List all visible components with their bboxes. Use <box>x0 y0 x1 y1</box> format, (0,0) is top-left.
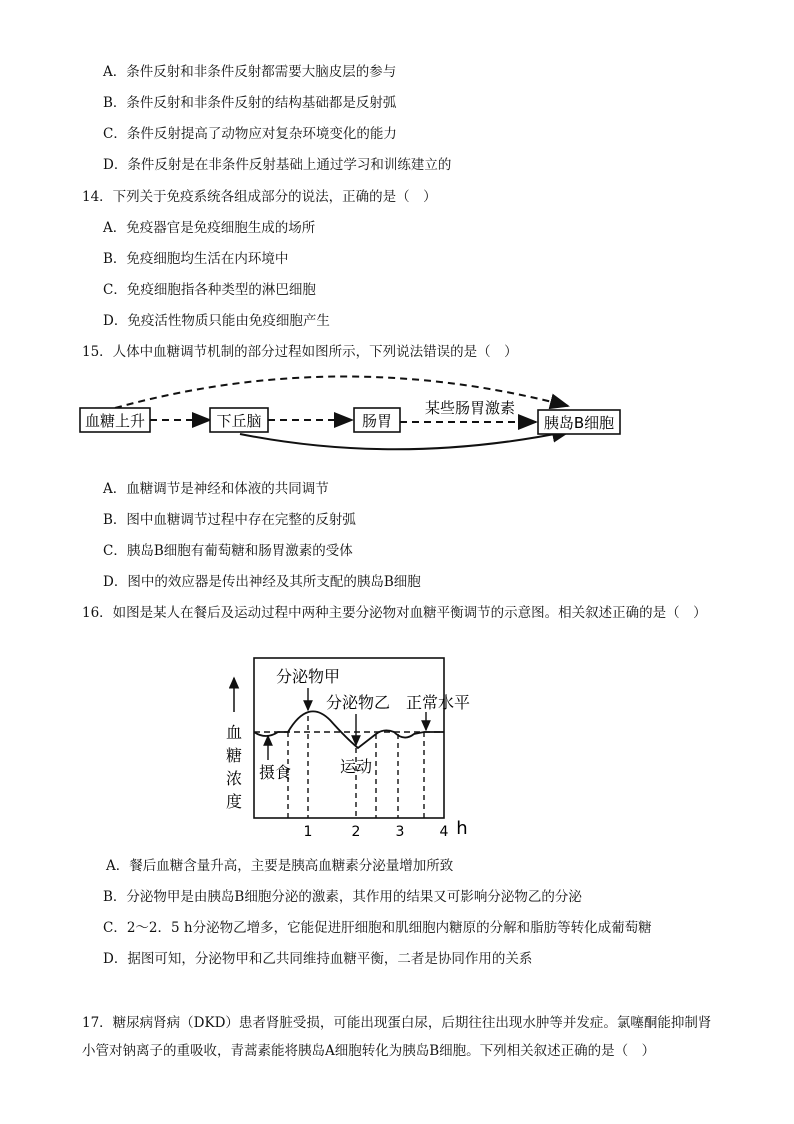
tick-1: 1 <box>303 824 313 840</box>
label-exercise: 运动 <box>339 757 373 776</box>
box-islet-b-cell: 胰岛B细胞 <box>543 414 615 432</box>
tick-4: 4 <box>439 824 449 840</box>
glucose-curve <box>254 711 444 748</box>
q16-option-a: A．餐后血糖含量升高，主要是胰高血糖素分泌量增加所致 <box>106 858 454 874</box>
label-eat: 摄食 <box>258 763 292 782</box>
q16-option-d: D．据图可知，分泌物甲和乙共同维持血糖平衡，二者是协同作用的关系 <box>103 951 533 967</box>
tick-2: 2 <box>351 824 361 840</box>
q15-option-d: D．图中的效应器是传出神经及其所支配的胰岛B细胞 <box>103 574 421 590</box>
q14-option-b: B．免疫细胞均生活在内环境中 <box>103 251 289 267</box>
q15-stem: 15．人体中血糖调节机制的部分过程如图所示，下列说法错误的是（ ） <box>82 344 518 360</box>
ylabel-char-1: 血 <box>225 723 243 742</box>
q13-option-d: D．条件反射是在非条件反射基础上通过学习和训练建立的 <box>103 157 452 173</box>
q15-diagram <box>70 368 640 460</box>
ylabel-char-3: 浓 <box>225 769 243 788</box>
q14-option-a: A．免疫器官是免疫细胞生成的场所 <box>103 220 316 236</box>
tick-3: 3 <box>395 824 405 840</box>
q14-option-d: D．免疫活性物质只能由免疫细胞产生 <box>103 313 330 329</box>
q15-option-b: B．图中血糖调节过程中存在完整的反射弧 <box>103 512 356 528</box>
q15-option-a: A．血糖调节是神经和体液的共同调节 <box>103 481 329 497</box>
label-gut-hormones: 某些肠胃激素 <box>424 399 516 417</box>
q13-option-b: B．条件反射和非条件反射的结构基础都是反射弧 <box>103 95 397 111</box>
label-normal-level: 正常水平 <box>405 693 471 712</box>
label-secretion-b: 分泌物乙 <box>325 693 391 712</box>
q13-option-a: A．条件反射和非条件反射都需要大脑皮层的参与 <box>103 64 397 80</box>
box-blood-sugar-rise: 血糖上升 <box>84 412 146 430</box>
q16-option-b: B．分泌物甲是由胰岛B细胞分泌的激素，其作用的结果又可影响分泌物乙的分泌 <box>103 889 582 905</box>
box-hypothalamus: 下丘脑 <box>216 412 262 430</box>
q13-option-c: C．条件反射提高了动物应对复杂环境变化的能力 <box>103 126 397 142</box>
q17-stem: 17．糖尿病肾病（DKD）患者肾脏受损，可能出现蛋白尿，后期往往出现水肿等并发症。氯噻酮能抑制肾小管对钠离子的重吸收，青蒿素能将胰岛A细胞转化为胰岛B细胞。下列相关叙述正确的是（ ） <box>82 1015 712 1059</box>
label-secretion-a: 分泌物甲 <box>275 667 341 686</box>
q14-stem: 14．下列关于免疫系统各组成部分的说法，正确的是（ ） <box>82 189 437 205</box>
ylabel-char-4: 度 <box>225 792 243 811</box>
q16-option-c: C．2～2．5 h分泌物乙增多，它能促进肝细胞和肌细胞内糖原的分解和脂肪等转化成葡萄糖 <box>103 920 652 936</box>
curved-solid-arrow <box>240 431 570 449</box>
x-unit-h: h <box>456 818 468 839</box>
q16-figure <box>220 650 480 845</box>
q16-stem: 16．如图是某人在餐后及运动过程中两种主要分泌物对血糖平衡调节的示意图。相关叙述正确的是（ ） <box>82 605 707 621</box>
q14-option-c: C．免疫细胞指各种类型的淋巴细胞 <box>103 282 316 298</box>
q15-option-c: C．胰岛B细胞有葡萄糖和肠胃激素的受体 <box>103 543 353 559</box>
box-gut: 肠胃 <box>361 412 393 430</box>
ylabel-char-2: 糖 <box>225 746 243 765</box>
